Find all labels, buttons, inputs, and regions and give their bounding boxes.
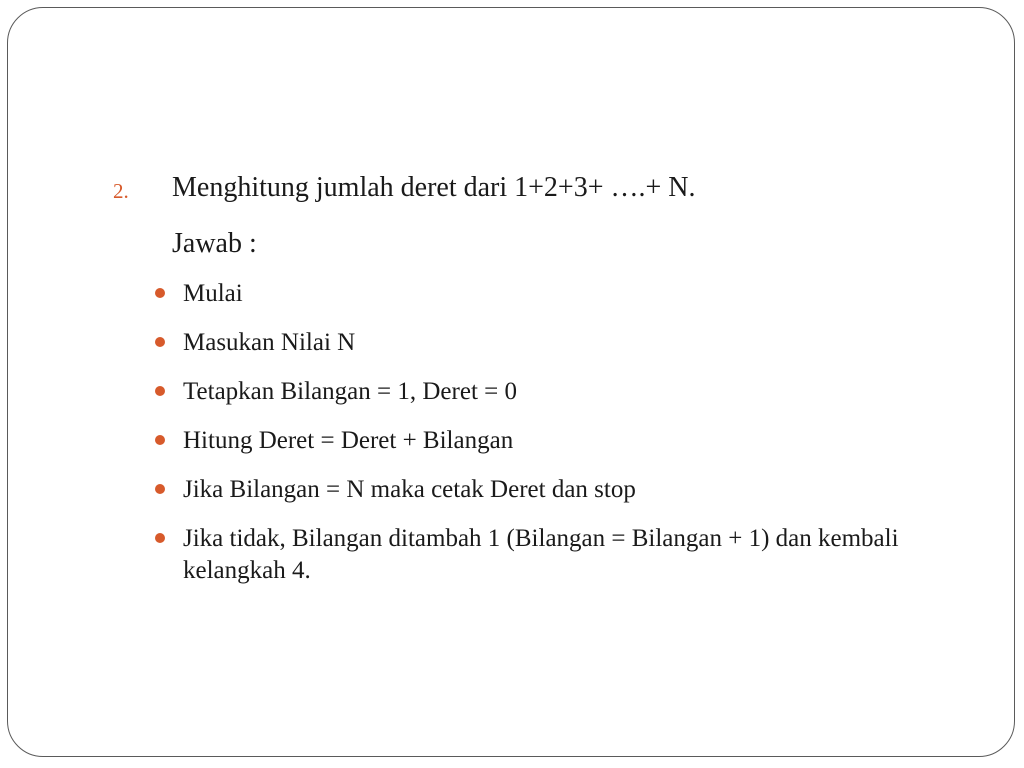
step-text: Masukan Nilai N — [183, 329, 356, 356]
bullet-dot-icon — [155, 386, 165, 396]
numbered-item-row — [113, 170, 953, 212]
bullet-dot-icon — [155, 484, 165, 494]
answer-label: Jawab : — [172, 228, 257, 259]
step-text: Mulai — [183, 280, 243, 307]
step-text: Tetapkan Bilangan = 1, Deret = 0 — [183, 378, 517, 405]
bullet-dot-icon — [155, 337, 165, 347]
bullet-dot-icon — [155, 435, 165, 445]
bullet-dot-icon — [155, 288, 165, 298]
bullet-dot-icon — [155, 533, 165, 543]
question-text: Menghitung jumlah deret dari 1+2+3+ ….+ N. — [172, 172, 696, 203]
list-item — [154, 523, 954, 587]
list-item — [154, 278, 954, 310]
list-item — [154, 327, 954, 359]
list-item — [154, 425, 954, 457]
list-item — [154, 474, 954, 506]
step-text: Hitung Deret = Deret + Bilangan — [183, 427, 514, 454]
list-item — [154, 376, 954, 408]
numbered-item — [113, 170, 953, 212]
item-number: 2. — [113, 179, 129, 203]
steps-list — [154, 278, 954, 604]
step-text: Jika Bilangan = N maka cetak Deret dan stop — [183, 476, 636, 503]
step-text: Jika tidak, Bilangan ditambah 1 (Bilangan = Bilangan + 1) dan kembali kelangkah 4. — [183, 525, 899, 584]
